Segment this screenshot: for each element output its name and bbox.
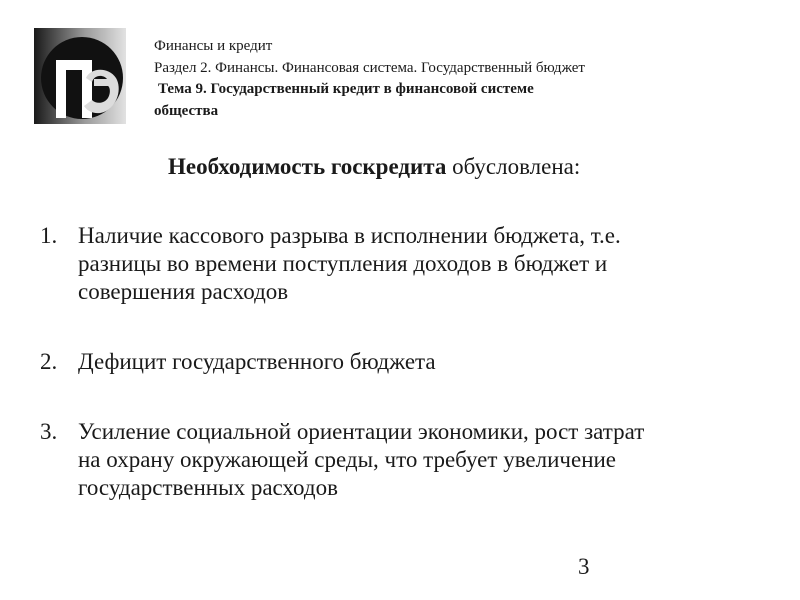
list-item-text xyxy=(78,348,758,376)
list-item-text xyxy=(78,222,758,306)
list-item-number: 2. xyxy=(40,349,58,374)
page-number: 3 xyxy=(578,554,590,579)
slide-header xyxy=(154,36,774,122)
section-title: Раздел 2. Финансы. Финансовая система. Государственный бюджет xyxy=(154,59,585,76)
list-item-text xyxy=(78,418,758,502)
list-item-line: государственных расходов xyxy=(78,475,338,500)
list-item-number: 1. xyxy=(40,223,58,248)
intro-bold: Необходимость госкредита xyxy=(168,154,447,179)
list-item-line: Наличие кассового разрыва в исполнении бюджета, т.е. xyxy=(78,223,621,248)
list-item-number: 3. xyxy=(40,419,58,444)
topic-title: Тема 9. Государственный кредит в финансовой системе xyxy=(158,81,534,97)
topic-title-continued: общества xyxy=(154,102,219,119)
list-item-line: Дефицит государственного бюджета xyxy=(78,349,436,374)
intro-statement xyxy=(168,153,580,181)
university-logo-icon xyxy=(34,28,126,124)
course-title: Финансы и кредит xyxy=(154,38,273,54)
list-item-line: совершения расходов xyxy=(78,279,289,304)
list-item-line: разницы во времени поступления доходов в бюджет и xyxy=(78,251,608,276)
list-item-line: на охрану окружающей среды, что требует увеличение xyxy=(78,447,617,472)
list-item-line: Усиление социальной ориентации экономики, рост затрат xyxy=(78,419,645,444)
intro-rest: обусловлена: xyxy=(446,154,581,179)
